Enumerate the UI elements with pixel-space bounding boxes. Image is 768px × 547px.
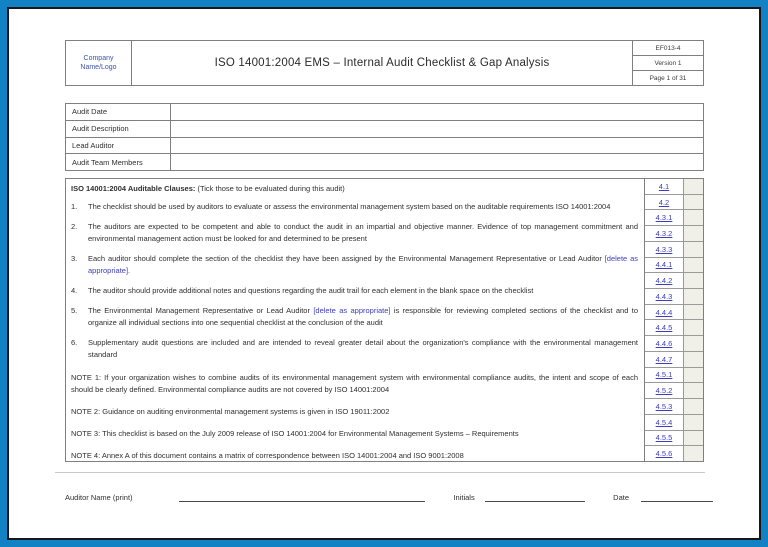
clause-link-4-3-3[interactable]: 4.3.3	[655, 244, 673, 254]
clause-tick-cell[interactable]	[684, 289, 703, 304]
clauses-header-title: ISO 14001:2004 Auditable Clauses:	[71, 184, 196, 193]
footer-divider	[55, 472, 705, 473]
note-4: NOTE 4: Annex A of this document contains a matrix of correspondence between ISO 14001:2004 and ISO 9001:2008	[71, 451, 464, 460]
item-number: 5.	[71, 306, 78, 315]
note-1: NOTE 1: If your organization wishes to combine audits of its environmental management system with environmental compliance audits, the intent and scope of each should be clearly defined. Environmental compliance audits are not covered by ISO 14001:2004	[71, 373, 638, 394]
table-row	[645, 335, 703, 351]
item-text	[88, 253, 638, 277]
audit-team-members-field[interactable]	[171, 154, 703, 170]
clause-number-cell	[645, 415, 684, 430]
clause-number-cell	[645, 258, 684, 273]
clause-link-4-4-6[interactable]: 4.4.6	[655, 339, 673, 349]
auditor-name-label: Auditor Name (print)	[65, 493, 133, 502]
doc-version: Version 1	[654, 59, 682, 67]
list-item	[71, 285, 638, 297]
clause-link-4-5-2[interactable]: 4.5.2	[655, 386, 673, 396]
table-row	[645, 225, 703, 241]
clause-tick-cell[interactable]	[684, 226, 703, 241]
table-row	[645, 272, 703, 288]
doc-ref-cell	[633, 41, 703, 55]
clause-tick-cell[interactable]	[684, 273, 703, 288]
table-row	[645, 367, 703, 383]
clause-tick-cell[interactable]	[684, 383, 703, 398]
list-item	[71, 201, 638, 213]
clause-link-4-5-3[interactable]: 4.5.3	[655, 401, 673, 411]
clause-number-cell	[645, 179, 684, 194]
delete-as-appropriate-note: [delete as appropriate]	[313, 306, 391, 315]
table-row	[66, 137, 703, 154]
clause-tick-cell[interactable]	[684, 210, 703, 225]
item-text: The auditors are expected to be competent and able to conduct the audit in an impartial and objective manner. Evidence of top management commitment and environmental management action must be looked for and determined to be present	[88, 222, 638, 243]
clause-tick-cell[interactable]	[684, 446, 703, 461]
item-number: 3.	[71, 254, 78, 263]
clause-links-column	[644, 179, 703, 461]
clause-link-4-5-6[interactable]: 4.5.6	[655, 449, 673, 459]
list-item	[71, 305, 638, 329]
table-row	[645, 257, 703, 273]
clause-number-cell	[645, 273, 684, 288]
document-header	[65, 40, 704, 86]
table-row	[645, 194, 703, 210]
initials-field[interactable]	[485, 490, 585, 502]
clauses-header-note: (Tick those to be evaluated during this audit)	[195, 184, 345, 193]
audit-description-label: Audit Description	[66, 121, 171, 137]
item-text: The checklist should be used by auditors to evaluate or assess the environmental management system based on the auditable requirements ISO 14001:2004	[88, 202, 611, 211]
item-number: 6.	[71, 338, 78, 347]
clause-tick-cell[interactable]	[684, 431, 703, 446]
clause-tick-cell[interactable]	[684, 399, 703, 414]
item-text: Supplementary audit questions are included and are intended to reveal greater detail about the organization's compliance with the environmental management standard	[88, 338, 638, 359]
doc-page-number: Page 1 of 31	[649, 74, 687, 82]
table-row	[645, 414, 703, 430]
clause-number-cell	[645, 383, 684, 398]
note-3: NOTE 3: This checklist is based on the July 2009 release of ISO 14001:2004 for Environmental Management Systems – Requirements	[71, 429, 519, 438]
date-label: Date	[613, 493, 630, 502]
clause-link-4-1[interactable]: 4.1	[658, 181, 670, 191]
signature-footer	[65, 490, 713, 502]
item-text	[88, 305, 638, 329]
clause-link-4-4-3[interactable]: 4.4.3	[655, 291, 673, 301]
clause-link-4-5-5[interactable]: 4.5.5	[655, 433, 673, 443]
auditable-clauses-table	[65, 178, 704, 462]
clause-tick-cell[interactable]	[684, 242, 703, 257]
list-item	[71, 253, 638, 277]
clause-link-4-4-4[interactable]: 4.4.4	[655, 307, 673, 317]
lead-auditor-field[interactable]	[171, 138, 703, 154]
clause-number-cell	[645, 226, 684, 241]
item-text-part: Each auditor should complete the section of the checklist they have been assigned by the Environmental Management Representative or Lead Auditor	[88, 254, 605, 263]
company-logo-box	[66, 41, 132, 85]
lead-auditor-label: Lead Auditor	[66, 138, 171, 154]
clause-tick-cell[interactable]	[684, 352, 703, 367]
table-row	[645, 445, 703, 461]
clauses-table-header	[71, 183, 638, 195]
clause-link-4-4-2[interactable]: 4.4.2	[655, 276, 673, 286]
clause-number-cell	[645, 399, 684, 414]
item-number: 4.	[71, 286, 78, 295]
clause-number-cell	[645, 289, 684, 304]
clause-link-4-4-5[interactable]: 4.4.5	[655, 323, 673, 333]
clause-number-cell	[645, 368, 684, 383]
item-text: The auditor should provide additional notes and questions regarding the audit trail for each element in the blank space on the checklist	[88, 286, 534, 295]
document-title-cell	[132, 41, 632, 85]
clause-number-cell	[645, 320, 684, 335]
clause-link-4-3-2[interactable]: 4.3.2	[655, 229, 673, 239]
auditor-name-field[interactable]	[179, 490, 425, 502]
page-title: ISO 14001:2004 EMS – Internal Audit Checklist & Gap Analysis	[214, 57, 550, 69]
table-row	[645, 209, 703, 225]
audit-date-label: Audit Date	[66, 104, 171, 120]
clauses-text-column	[66, 179, 644, 461]
table-row	[645, 241, 703, 257]
note-2: NOTE 2: Guidance on auditing environmental management systems is given in ISO 19011:2002	[71, 407, 390, 416]
company-logo-label: Company Name/Logo	[80, 55, 117, 71]
table-row	[645, 179, 703, 194]
item-number: 2.	[71, 222, 78, 231]
table-row	[645, 382, 703, 398]
table-row	[645, 430, 703, 446]
item-text-part: The Environmental Management Representative or Lead Auditor	[88, 306, 314, 315]
audit-info-table	[65, 103, 704, 171]
clause-tick-cell[interactable]	[684, 179, 703, 194]
clause-number-cell	[645, 352, 684, 367]
table-row	[645, 351, 703, 367]
table-row	[66, 120, 703, 137]
clause-link-4-5-1[interactable]: 4.5.1	[655, 370, 673, 380]
clause-link-4-2[interactable]: 4.2	[658, 197, 670, 207]
list-item	[71, 337, 638, 361]
clause-link-4-4-1[interactable]: 4.4.1	[655, 260, 673, 270]
clause-tick-cell[interactable]	[684, 368, 703, 383]
clause-number-cell	[645, 210, 684, 225]
date-field[interactable]	[641, 490, 713, 502]
audit-team-members-label: Audit Team Members	[66, 154, 171, 170]
delete-as-appropriate-note: [delete as appropriate].	[88, 254, 638, 275]
item-text-part: is responsible for reviewing completed sections of the checklist and to organize all individual sections into one sequential checklist at the conclusion of the audit	[88, 306, 638, 327]
clause-link-4-3-1[interactable]: 4.3.1	[655, 213, 673, 223]
table-row	[645, 288, 703, 304]
clause-tick-cell[interactable]	[684, 336, 703, 351]
audit-description-field[interactable]	[171, 121, 703, 137]
list-item	[71, 221, 638, 245]
clause-tick-cell[interactable]	[684, 258, 703, 273]
doc-ref: EF013-4	[655, 44, 681, 52]
clause-tick-cell[interactable]	[684, 415, 703, 430]
initials-label: Initials	[453, 493, 475, 502]
clause-number-cell	[645, 305, 684, 320]
clause-number-cell	[645, 336, 684, 351]
doc-version-cell	[633, 55, 703, 70]
clause-number-cell	[645, 195, 684, 210]
table-row	[66, 153, 703, 170]
document-page	[7, 7, 761, 540]
clause-tick-cell[interactable]	[684, 320, 703, 335]
document-meta-column	[632, 41, 703, 85]
audit-date-field[interactable]	[171, 104, 703, 120]
table-row	[66, 104, 703, 120]
table-row	[645, 319, 703, 335]
table-row	[645, 398, 703, 414]
item-number: 1.	[71, 202, 78, 211]
clause-number-cell	[645, 446, 684, 461]
clause-link-4-4-7[interactable]: 4.4.7	[655, 354, 673, 364]
clause-link-4-5-4[interactable]: 4.5.4	[655, 417, 673, 427]
table-row	[645, 304, 703, 320]
clause-tick-cell[interactable]	[684, 195, 703, 210]
doc-page-number-cell	[633, 70, 703, 85]
clause-number-cell	[645, 431, 684, 446]
clause-tick-cell[interactable]	[684, 305, 703, 320]
clause-number-cell	[645, 242, 684, 257]
